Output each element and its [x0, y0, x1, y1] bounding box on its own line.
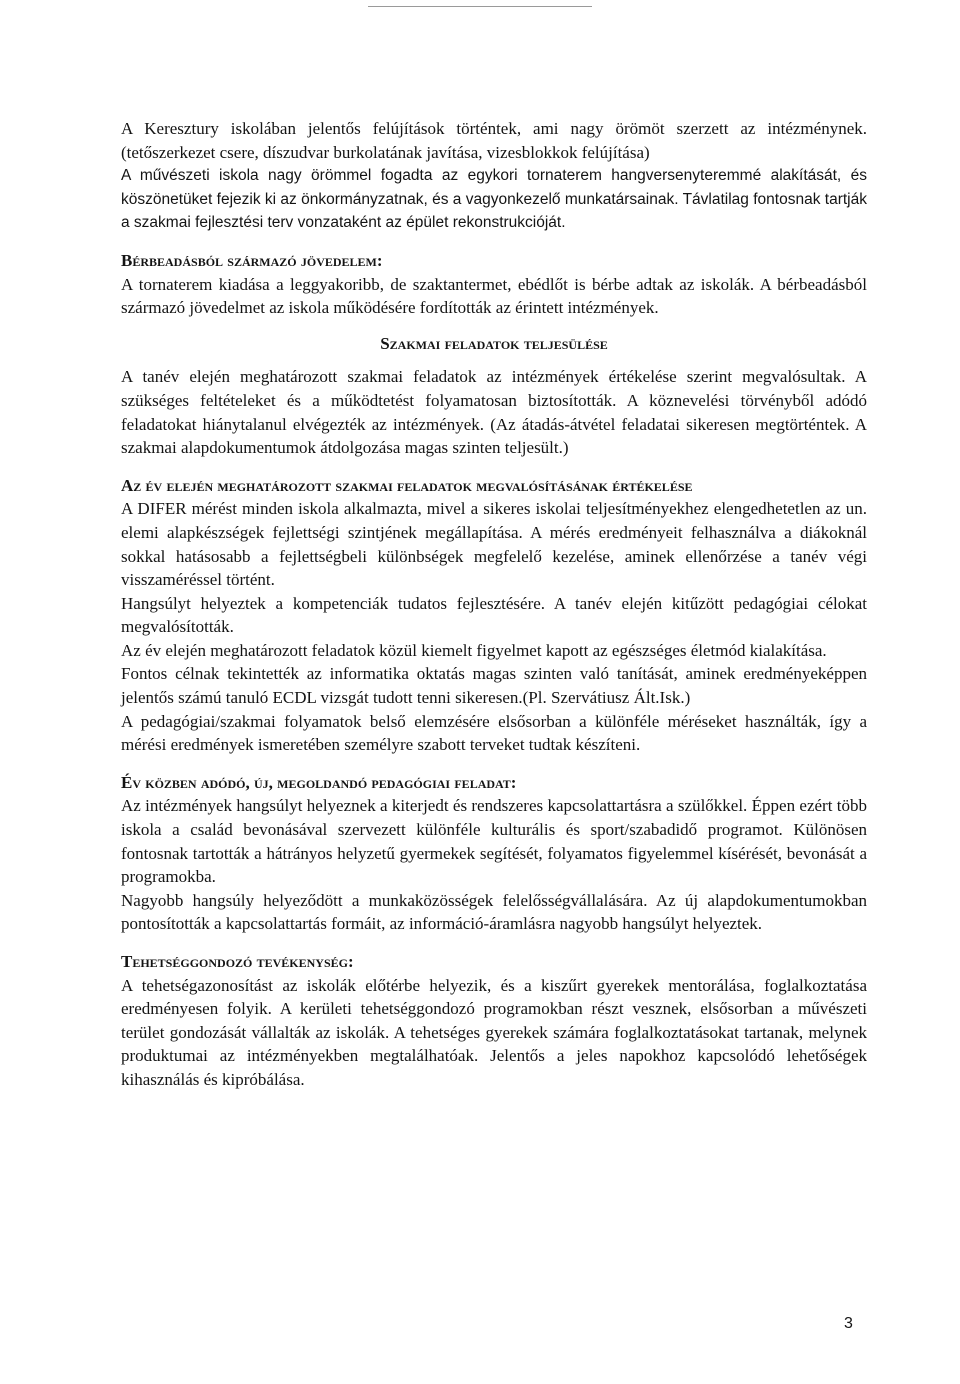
paragraph-difer: A DIFER mérést minden iskola alkalmazta, mivel a sikeres iskolai teljesítményekhez elengedhetetlen az un. elemi alapkészségek fejlettségi szintjének megállapítása. A mérés eredményeit felhasználva a diákoknál sokkal hatásosabb a fejlettségbeli különbségek megfelelő kezelése, aminek ellenőrzése a tanév végi visszaméréssel történt. [121, 499, 867, 590]
paragraph-informatics: Fontos célnak tekintették az informatika oktatás magas szinten való tanítását, aminek eredményeképpen jelentős számú tanuló ECDL vizsgát tudott tenni sikeresen.(Pl. Szervátiusz Ált.Isk.) [121, 664, 867, 708]
paragraph-rental-income: A tornaterem kiadása a leggyakoribb, de szaktantermet, ebédlőt is bérbe adtak az iskolák. A bérbeadásból származó jövedelmet az iskola működésére fordították az érintett intézmények. [121, 274, 867, 318]
paragraph-talent-care: A tehetségazonosítást az iskolák előtérbe helyezik, és a kiszűrt gyerekek mentorálása, foglalkoztatása eredményesen folyik. A kerületi tehetséggondozó programokban részt vesznek, elsősorban a művészeti terület gondozását vállalták az iskolák. A tehetséges gyerekek számára foglalkoztatásokat tartanak, melynek produktumai az intézményekben megtalálhatóak. Jelentős a jeles napokhoz kapcsolódó lehetőségek kihasználás és kipróbálása. [121, 975, 867, 1089]
heading-new-pedagogical-task: Év közben adódó, új, megoldandó pedagógiai feladat: [121, 772, 517, 792]
page-number: 3 [844, 1315, 853, 1332]
paragraph-internal-analysis: A pedagógiai/szakmai folyamatok belső elemzésére elsősorban a különféle méréseket használták, így a mérési eredmények ismeretében személyre szabott terveket tudtak készíteni. [121, 711, 867, 755]
paragraph-arts-school: A művészeti iskola nagy örömmel fogadta az egykori tornaterem hangversenyteremmé alakítását, és köszönetüket fejezik ki az önkormányzatnak, és a vagyonkezelő munkatársainak. Távlatilag fontosnak tartják a szakmai fejlesztési terv vonzataként az épület rekonstrukcióját. [121, 167, 867, 232]
paragraph-healthy-lifestyle: Az év elején meghatározott feladatok közül kiemelt figyelmet kapott az egészséges életmód kialakítása. [121, 640, 827, 660]
heading-professional-tasks: Szakmai feladatok teljesülése [380, 333, 608, 353]
document-page [121, 117, 867, 1092]
heading-rental-income: Bérbeadásból származó jövedelem: [121, 250, 383, 270]
paragraph-parent-contact: Az intézmények hangsúlyt helyeznek a kiterjedt és rendszeres kapcsolattartásra a szülőkkel. Éppen ezért több iskola a család bevonásával szervezett különféle kulturális és sport/szabadidő programot. Különösen fontosnak tartották a hátrányos helyzetű gyermekek segítését, folyamatos figyelemmel kísérését, bevonását a programokba. [121, 796, 867, 887]
paragraph-competencies: Hangsúlyt helyeztek a kompetenciák tudatos fejlesztésére. A tanév elején kitűzött pedagógiai célokat megvalósították. [121, 593, 867, 637]
paragraph-professional-tasks: A tanév elején meghatározott szakmai feladatok az intézmények értékelése szerint megvalósultak. A szükséges feltételeket és a működtetést folyamatosan biztosították. A köznevelési törvényből adódó feladatokat hiánytalanul elvégezték az intézmények. (Az átadás-átvétel feladatai sikeresen megtörténtek. A szakmai alapdokumentumok átdolgozása magas szinten teljesült.) [121, 367, 867, 458]
top-rule [368, 6, 592, 7]
paragraph-renovations: A Keresztury iskolában jelentős felújítások történtek, ami nagy örömöt szerzett az intézménynek.(tetőszerkezet csere, díszudvar burkolatának javítása, vizesblokkok felújítása) [121, 119, 867, 162]
heading-tasks-evaluation: Az év elején meghatározott szakmai feladatok megvalósításának értékelése [121, 475, 693, 495]
paragraph-responsibility: Nagyobb hangsúly helyeződött a munkaközösségek felelősségvállalására. Az új alapdokumentumokban pontosították a kapcsolattartás formáit, az információ-áramlásra nagyobb hangsúlyt helyeztek. [121, 890, 867, 934]
heading-talent-care: Tehetséggondozó tevékenység: [121, 952, 354, 971]
